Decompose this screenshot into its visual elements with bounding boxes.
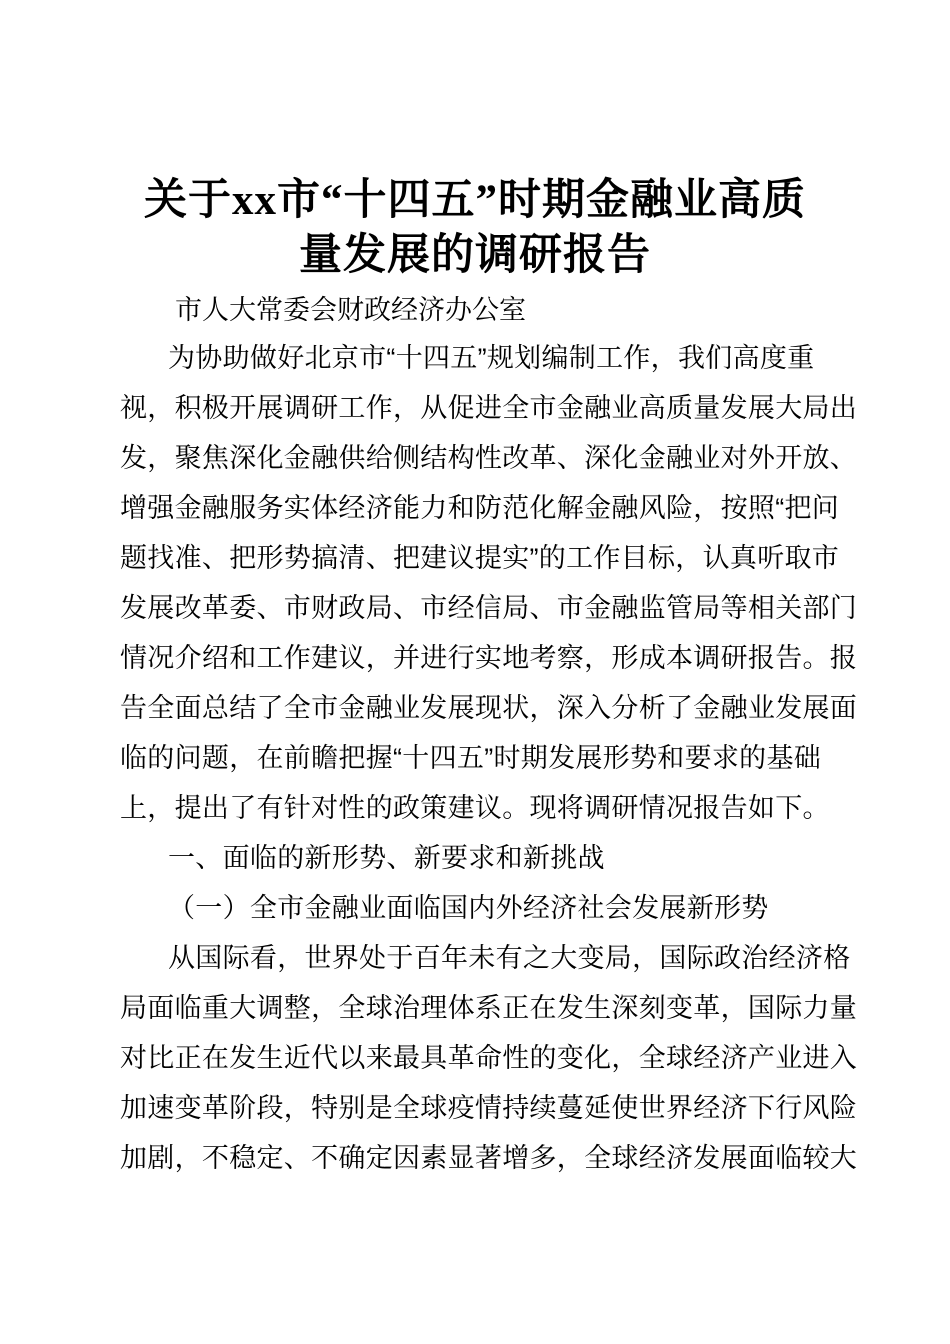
document-body bbox=[0, 333, 950, 1183]
text-line: 加速变革阶段，特别是全球疫情持续蔓延使世界经济下行风险 bbox=[120, 1093, 858, 1123]
text-line: 发，聚焦深化金融供给侧结构性改革、深化金融业对外开放、 bbox=[120, 443, 858, 473]
paragraph-international bbox=[120, 933, 858, 1183]
author-line: 市人大常委会财政经济办公室 bbox=[175, 295, 526, 325]
text-line: 告全面总结了全市金融业发展现状，深入分析了金融业发展面 bbox=[120, 693, 858, 723]
paragraph-intro bbox=[120, 333, 858, 833]
text-line: 视，积极开展调研工作，从促进全市金融业高质量发展大局出 bbox=[120, 393, 858, 423]
section-heading-1: 一、面临的新形势、新要求和新挑战 bbox=[168, 843, 605, 873]
subsection-heading-1-1: （一）全市金融业面临国内外经济社会发展新形势 bbox=[168, 893, 769, 923]
document-title bbox=[0, 0, 950, 283]
text-line: 局面临重大调整，全球治理体系正在发生深刻变革，国际力量 bbox=[120, 993, 858, 1023]
text-line: 情况介绍和工作建议，并进行实地考察，形成本调研报告。报 bbox=[120, 643, 858, 673]
text-line: 上，提出了有针对性的政策建议。现将调研情况报告如下。 bbox=[120, 793, 830, 823]
text-line: 临的问题，在前瞻把握“十四五”时期发展形势和要求的基础 bbox=[120, 743, 822, 773]
text-line: 为协助做好北京市“十四五”规划编制工作，我们高度重 bbox=[168, 343, 815, 373]
text-line: 加剧，不稳定、不确定因素显著增多，全球经济发展面临较大 bbox=[120, 1143, 858, 1173]
title-line: 量发展的调研报告 bbox=[299, 232, 651, 279]
text-line: 发展改革委、市财政局、市经信局、市金融监管局等相关部门 bbox=[120, 593, 858, 623]
title-line: 关于xx市“十四五”时期金融业高质 bbox=[144, 177, 806, 224]
text-line: 增强金融服务实体经济能力和防范化解金融风险，按照“把问 bbox=[120, 493, 840, 523]
text-line: 对比正在发生近代以来最具革命性的变化，全球经济产业进入 bbox=[120, 1043, 858, 1073]
text-line: 题找准、把形势搞清、把建议提实”的工作目标，认真听取市 bbox=[120, 543, 840, 573]
text-line: 从国际看，世界处于百年未有之大变局，国际政治经济格 bbox=[168, 943, 851, 973]
